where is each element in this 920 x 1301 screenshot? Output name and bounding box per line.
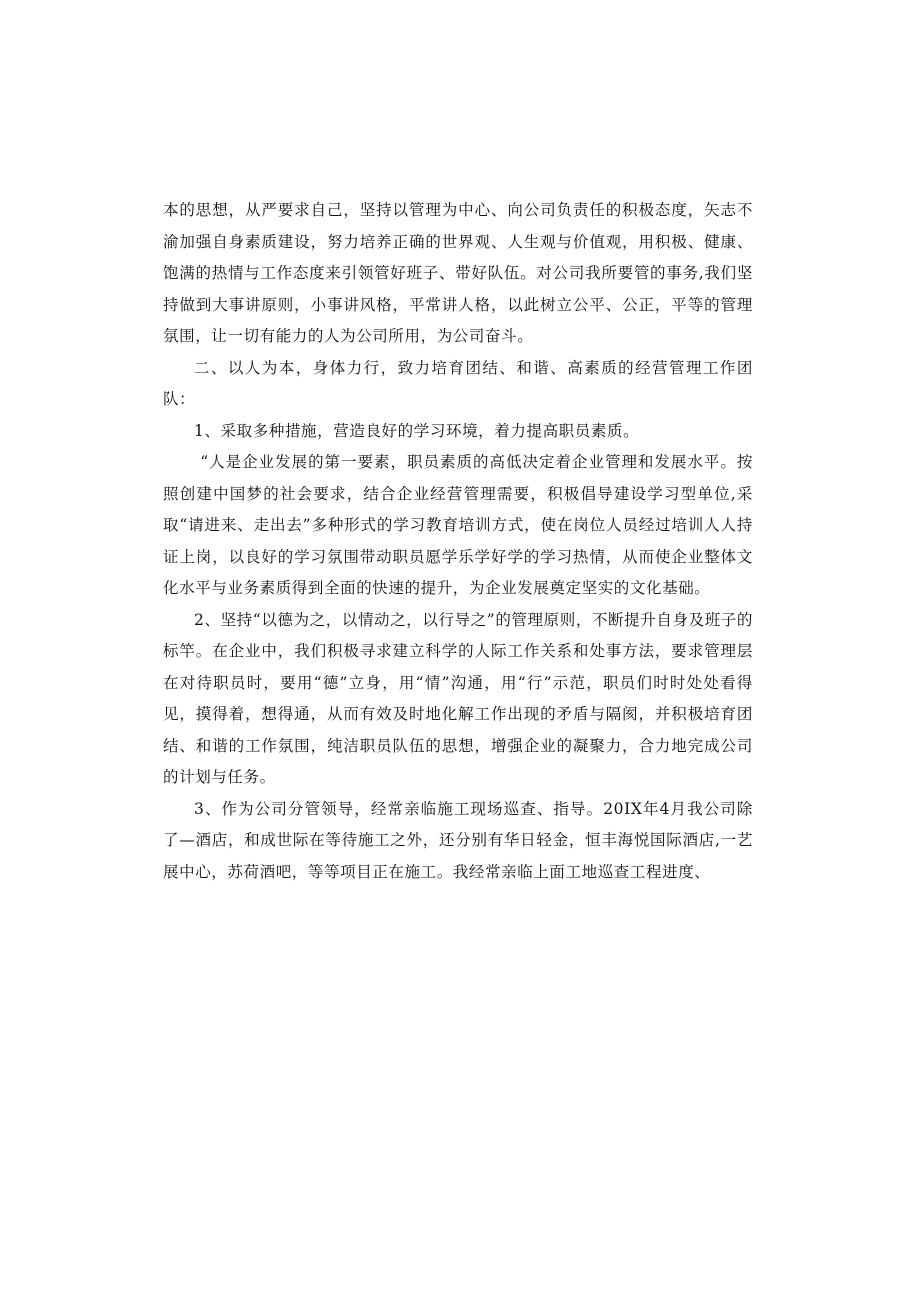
paragraph-item-3: 3、作为公司分管领导，经常亲临施工现场巡查、指导。20IX年4月我公司除了—酒店，和成世际在等待施工之外，还分别有华日轻金，恒丰海悦国际酒店,一艺展中心，苏荷酒吧，等等项目正在施工。我经常亲临上面工地巡查工程进度、 <box>163 799 753 881</box>
section-heading: 二、以人为本，身体力行，致力培育团结、和谐、高素质的经营管理工作团队： <box>163 358 753 408</box>
paragraph-item-1: “人是企业发展的第一要素，职员素质的高低决定着企业管理和发展水平。按照创建中国梦的社会要求，结合企业经营管理需要，积极倡导建设学习型单位,采取“请进来、走出去”多种形式的学习教育培训方式，使在岗位人员经过培训人人持证上岗，以良好的学习氛围带动职员愿学乐学好学的学习热情，从而使企业整体文化水平与业务素质得到全面的快速的提升，为企业发展奠定坚实的文化基础。 <box>163 453 753 597</box>
item-heading-1: 1、采取多种措施，营造良好的学习环境，着力提高职员素质。 <box>194 421 640 440</box>
document-body <box>163 195 753 888</box>
paragraph-continuation: 本的思想，从严要求自己，坚持以管理为中心、向公司负责任的积极态度，矢志不渝加强自身素质建设，努力培养正确的世界观、人生观与价值观，用积极、健康、饱满的热情与工作态度来引领管好班子、带好队伍。对公司我所要管的事务,我们坚持做到大事讲原则，小事讲风格，平常讲人格，以此树立公平、公正，平等的管理氛围，让一切有能力的人为公司所用，为公司奋斗。 <box>163 201 753 345</box>
paragraph-item-2: 2、坚持“以德为之，以情动之，以行导之”的管理原则，不断提升自身及班子的标竿。在企业中，我们积极寻求建立科学的人际工作关系和处事方法，要求管理层在对待职员时，要用“德”立身，用“情”沟通，用“行”示范，职员们时时处处看得见，摸得着，想得通，从而有效及时地化解工作出现的矛盾与隔阂，并积极培育团结、和谐的工作氛围，纯洁职员队伍的思想，增强企业的凝聚力，合力地完成公司的计划与任务。 <box>163 610 753 786</box>
